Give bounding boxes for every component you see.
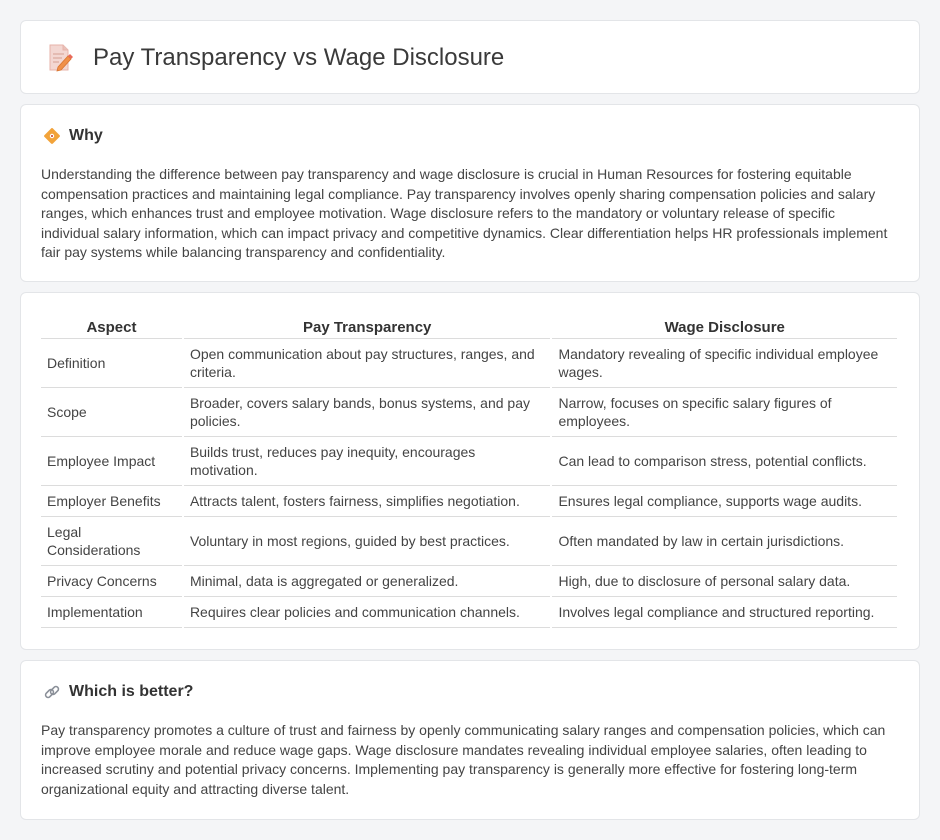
header-aspect: Aspect xyxy=(41,317,183,339)
why-header xyxy=(43,127,103,145)
aspect-cell: Scope xyxy=(41,388,183,437)
comparison-card xyxy=(20,292,920,650)
pay-transparency-cell: Open communication about pay structures, ranges, and criteria. xyxy=(183,339,552,388)
title-row xyxy=(47,43,504,73)
header-pay-transparency: Pay Transparency xyxy=(183,317,552,339)
aspect-cell: Employee Impact xyxy=(41,437,183,486)
wage-disclosure-cell: Involves legal compliance and structured reporting. xyxy=(551,597,898,628)
aspect-cell: Legal Considerations xyxy=(41,517,183,566)
page-title: Pay Transparency vs Wage Disclosure xyxy=(93,44,505,71)
pay-transparency-cell: Minimal, data is aggregated or generalized. xyxy=(183,566,552,597)
aspect-cell: Definition xyxy=(41,339,183,388)
which-better-card xyxy=(20,660,920,820)
wage-disclosure-cell: Often mandated by law in certain jurisdictions. xyxy=(551,517,898,566)
pay-transparency-cell: Attracts talent, fosters fairness, simplifies negotiation. xyxy=(183,486,552,517)
better-text: Pay transparency promotes a culture of trust and fairness by openly communicating salary ranges and compensation policies, which can improve employee morale and reduce wage gaps. Wage disclosure mandates revealing individual employee salaries, often leading to increased scrutiny and potential privacy concerns. Implementing pay transparency is generally more effective for fostering long-term organizational equity and attracting diverse talent. xyxy=(41,722,886,797)
wage-disclosure-cell: Can lead to comparison stress, potential conflicts. xyxy=(551,437,898,486)
comparison-table xyxy=(41,317,899,628)
diamond-icon xyxy=(43,127,61,145)
why-text: Understanding the difference between pay transparency and wage disclosure is crucial in Human Resources for fostering equitable compensation practices and maintaining legal compliance. Pay transparency involves openly sharing compensation policies and salary ranges, which enhances trust and employee motivation. Wage disclosure refers to the mandatory or voluntary release of specific individual salary information, which can impact privacy and competitive dynamics. Clear differentiation helps HR professionals implement fair pay systems while balancing transparency and confidentiality. xyxy=(41,166,888,261)
pay-transparency-cell: Requires clear policies and communication channels. xyxy=(183,597,552,628)
table-row xyxy=(41,597,898,628)
table-row xyxy=(41,388,898,437)
table-row xyxy=(41,339,898,388)
pay-transparency-cell: Builds trust, reduces pay inequity, encourages motivation. xyxy=(183,437,552,486)
pay-transparency-cell: Broader, covers salary bands, bonus systems, and pay policies. xyxy=(183,388,552,437)
pay-transparency-cell: Voluntary in most regions, guided by best practices. xyxy=(183,517,552,566)
why-title: Why xyxy=(69,127,103,144)
wage-disclosure-cell: Narrow, focuses on specific salary figures of employees. xyxy=(551,388,898,437)
aspect-cell: Employer Benefits xyxy=(41,486,183,517)
table-row xyxy=(41,437,898,486)
link-icon xyxy=(43,683,61,701)
why-card xyxy=(20,104,920,282)
wage-disclosure-cell: Mandatory revealing of specific individual employee wages. xyxy=(551,339,898,388)
table-row xyxy=(41,566,898,597)
better-header xyxy=(43,683,193,701)
header-wage-disclosure: Wage Disclosure xyxy=(551,317,898,339)
wage-disclosure-cell: Ensures legal compliance, supports wage audits. xyxy=(551,486,898,517)
wage-disclosure-cell: High, due to disclosure of personal salary data. xyxy=(551,566,898,597)
document-pencil-icon xyxy=(47,43,73,73)
aspect-cell: Privacy Concerns xyxy=(41,566,183,597)
table-header-row xyxy=(41,317,898,339)
title-card xyxy=(20,20,920,94)
table-row xyxy=(41,517,898,566)
table-row xyxy=(41,486,898,517)
better-title: Which is better? xyxy=(69,683,194,700)
aspect-cell: Implementation xyxy=(41,597,183,628)
